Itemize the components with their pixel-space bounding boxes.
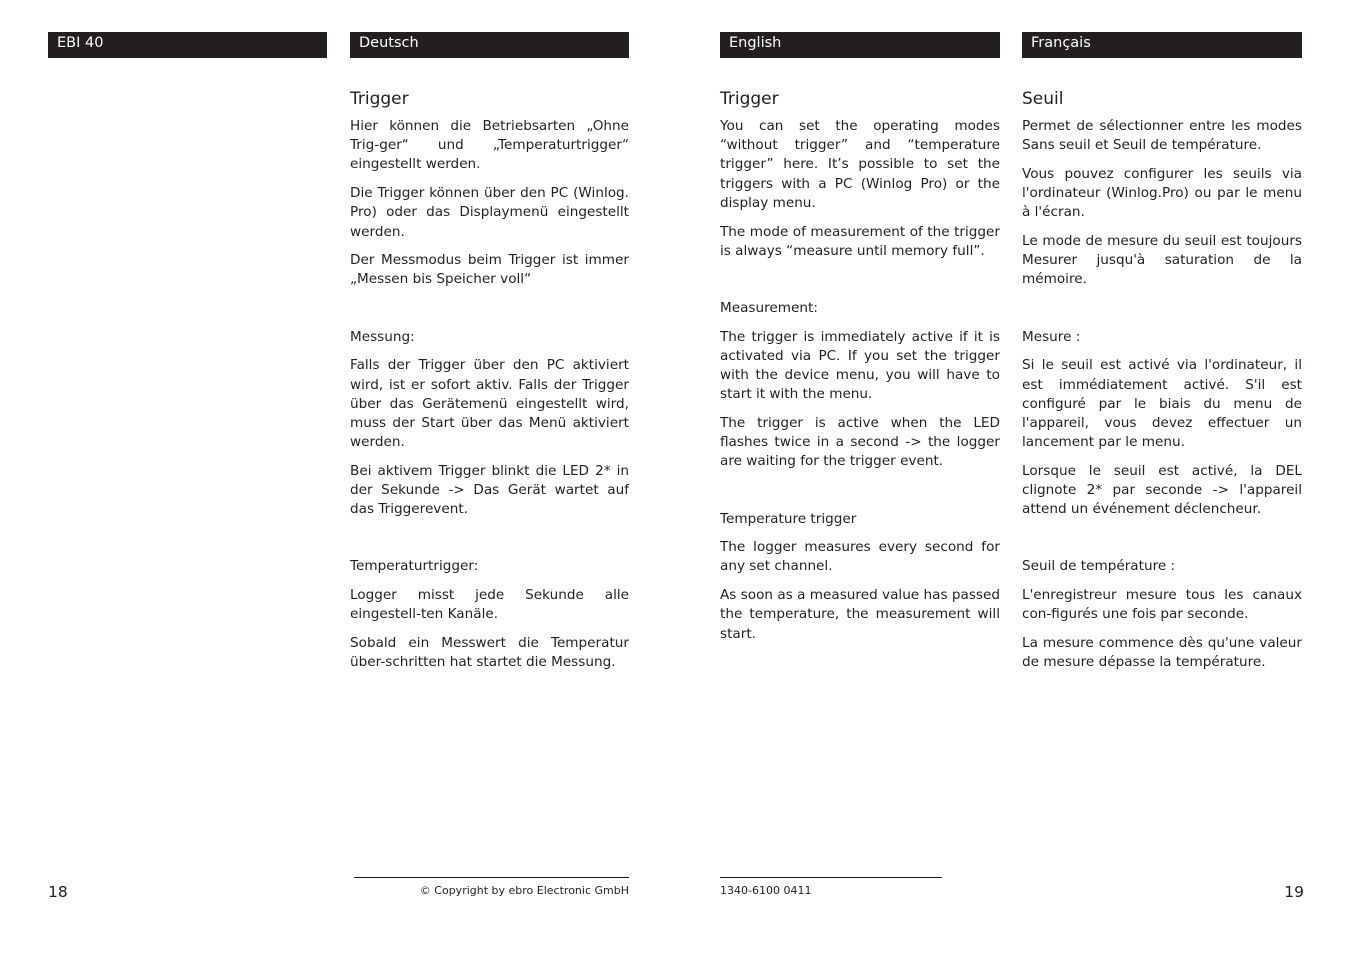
german-paragraph: Die Trigger können über den PC (Winlog. Pro) oder das Displaymenü eingestellt werden. — [350, 185, 629, 240]
model-header — [48, 32, 327, 58]
french-paragraph: Permet de sélectionner entre les modes Sans seuil et Seuil de température. — [1022, 118, 1302, 154]
german-paragraph: Bei aktivem Trigger blinkt die LED 2* in der Sekunde -> Das Gerät wartet auf das Triggerevent. — [350, 462, 629, 518]
french-paragraph: Vous pouvez configurer les seuils via l'ordinateur (Winlog.Pro) ou par le menu à l'écran. — [1022, 165, 1302, 221]
english-paragraph: The trigger is immediately active if it is activated via PC. If you set the trigger with the device menu, you will have to start it with the menu. — [720, 328, 1000, 403]
page-number-right: 19 — [1284, 883, 1304, 901]
english-paragraph: You can set the operating modes “without trigger” and “temperature trigger” here. It’s possible to set the triggers with a PC (Winlog Pro) or the display menu. — [720, 118, 1000, 211]
english-label: English — [729, 35, 782, 51]
german-paragraph: Logger misst jede Sekunde alle eingestell-ten Kanäle. — [350, 587, 629, 623]
english-paragraph: The trigger is active when the LED flashes twice in a second -> the logger are waiting for the trigger event. — [720, 414, 1000, 470]
german-paragraph: Falls der Trigger über den PC aktiviert wird, ist er sofort aktiv. Falls der Trigger über das Gerätemenü eingestellt wird, muss der Start über das Menü aktiviert werden. — [350, 357, 629, 451]
french-column — [1022, 89, 1302, 682]
german-paragraph: Der Messmodus beim Trigger ist immer „Messen bis Speicher voll“ — [350, 252, 629, 288]
german-measurement-heading: Messung: — [350, 328, 415, 345]
french-paragraph: Si le seuil est activé via l'ordinateur, il est immédiatement activé. S'il est configuré par le biais du menu de l'appareil, vous devez effectuer un lancement par le menu. — [1022, 357, 1302, 451]
document-number: 1340-6100 0411 — [720, 884, 812, 897]
english-paragraph: The mode of measurement of the trigger is always “measure until memory full”. — [720, 223, 1000, 259]
german-title: Trigger — [350, 89, 409, 109]
footer-rule-right — [720, 877, 942, 878]
german-column — [350, 89, 629, 682]
german-paragraph: Sobald ein Messwert die Temperatur über-schritten hat startet die Messung. — [350, 635, 629, 671]
english-temperature-heading: Temperature trigger — [720, 510, 857, 527]
english-paragraph: The logger measures every second for any set channel. — [720, 539, 1000, 575]
german-header — [350, 32, 629, 58]
french-label: Français — [1031, 35, 1091, 51]
english-column — [720, 89, 1000, 653]
french-title: Seuil — [1022, 89, 1064, 109]
footer-rule-left — [354, 877, 629, 878]
english-measurement-heading: Measurement: — [720, 299, 818, 316]
french-header — [1022, 32, 1302, 58]
french-paragraph: Lorsque le seuil est activé, la DEL clignote 2* par seconde -> l'appareil attend un événement déclencheur. — [1022, 462, 1302, 518]
page-number-left: 18 — [48, 883, 68, 901]
copyright-text: © Copyright by ebro Electronic GmbH — [419, 884, 629, 897]
french-paragraph: L'enregistreur mesure tous les canaux con-figurés une fois par seconde. — [1022, 587, 1302, 623]
french-temperature-heading: Seuil de température : — [1022, 558, 1176, 575]
german-label: Deutsch — [359, 35, 419, 51]
english-header — [720, 32, 1000, 58]
french-measurement-heading: Mesure : — [1022, 328, 1081, 345]
german-paragraph: Hier können die Betriebsarten „Ohne Trig-ger“ und „Temperaturtrigger“ eingestellt werden. — [350, 118, 629, 173]
english-paragraph: As soon as a measured value has passed the temperature, the measurement will start. — [720, 587, 1000, 642]
french-paragraph: Le mode de mesure du seuil est toujours Mesurer jusqu'à saturation de la mémoire. — [1022, 233, 1302, 288]
english-title: Trigger — [720, 89, 779, 109]
french-paragraph: La mesure commence dès qu'une valeur de mesure dépasse la température. — [1022, 635, 1302, 671]
model-label: EBI 40 — [57, 35, 104, 51]
german-temperature-heading: Temperaturtrigger: — [350, 558, 479, 575]
